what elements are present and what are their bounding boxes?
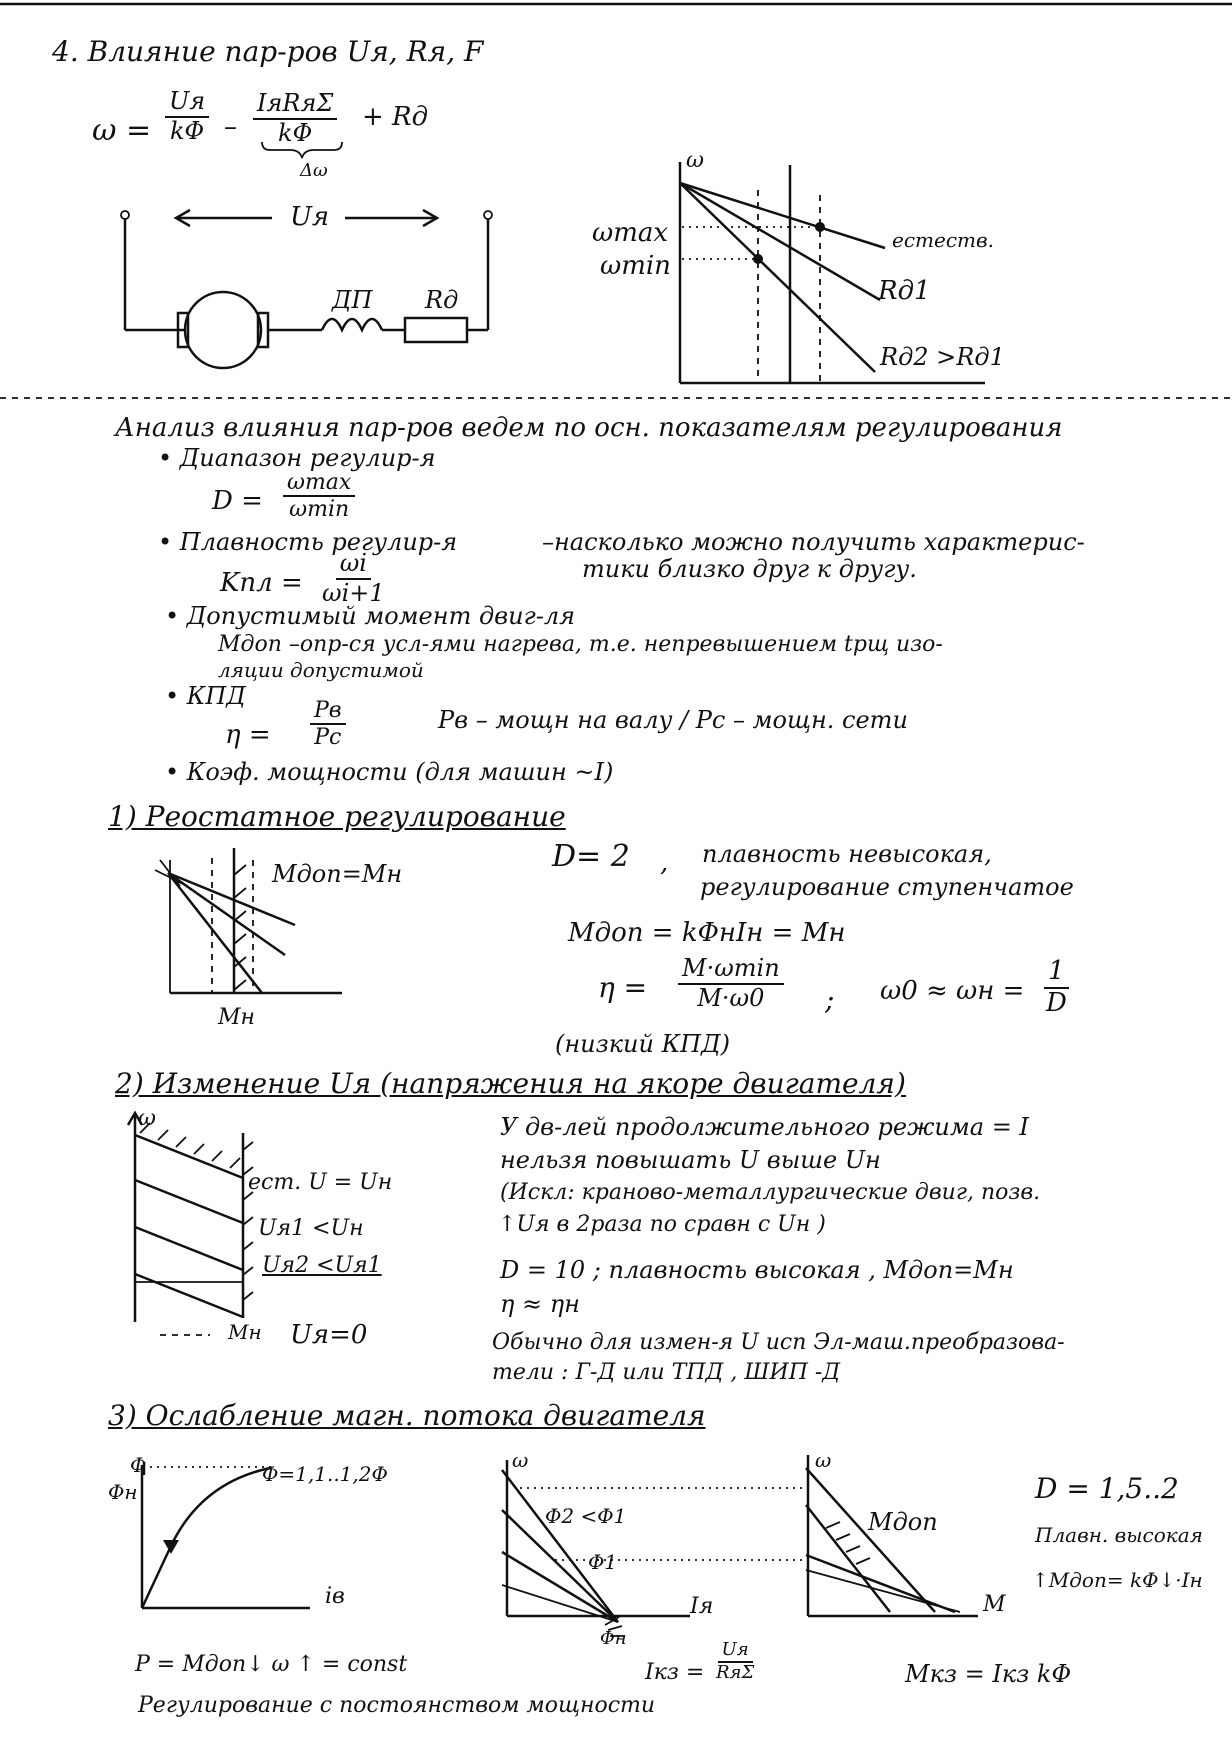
voltage-heading: 2) Изменение Uя (напряжения на якоре двигателя)	[115, 1067, 906, 1100]
bullet-smoothness: • Плавность регулир-я	[158, 528, 458, 556]
voltage-p1: У дв-лей продолжительного режима = I	[500, 1113, 1029, 1141]
bullet-power-factor: • Коэф. мощности (для машин ~I)	[165, 758, 614, 786]
rheostat-eta-fraction: M·ωmin M·ω0	[678, 955, 784, 1012]
rheostat-mn-label: Mн	[218, 1005, 256, 1030]
voltage-p8: тели : Г-Д или ТПД , ШИП -Д	[492, 1360, 841, 1385]
flux-g2-phi1: Φ1	[588, 1550, 618, 1574]
graph-wmax-label: ωmax	[592, 218, 669, 248]
circuit-dp-label: ДП	[332, 286, 373, 314]
range-fraction: ωmax ωmin	[283, 470, 355, 523]
flux-mkz: Mкз = Iкз kΦ	[905, 1660, 1072, 1688]
smoothness-desc-2: тики близко друг к другу.	[582, 555, 917, 583]
voltage-u2-label: Uя2 <Uя1	[262, 1253, 382, 1278]
flux-g2-x: Iя	[690, 1594, 714, 1619]
flux-g1-x: iв	[325, 1584, 345, 1609]
analysis-intro: Анализ влияния пар-ров ведем по осн. показателям регулирования	[115, 413, 1063, 443]
flux-power: P = Mдоп↓ ω ↑ = const	[135, 1652, 408, 1677]
voltage-u1-label: Uя1 <Uн	[258, 1216, 364, 1241]
efficiency-desc: Pв – мощн на валу / Pc – мощн. сети	[438, 706, 908, 734]
graph-natural-label: естеств.	[892, 228, 995, 252]
voltage-p4: ↑Uя в 2раза по сравн с Uн )	[498, 1212, 826, 1237]
circuit-voltage-label: Uя	[290, 202, 330, 232]
rheostat-stepped: регулирование ступенчатое	[700, 873, 1074, 901]
section4-heading: 4. Влияние пар-ров Uя, Rя, F	[52, 35, 484, 68]
bullet-range: • Диапазон регулир-я	[158, 444, 436, 472]
smoothness-desc-1: –насколько можно получить характерис-	[542, 528, 1085, 556]
voltage-p2: нельзя повышать U выше Uн	[500, 1146, 881, 1174]
flux-g1-phin: Φн	[108, 1480, 138, 1504]
flux-g2-phin: Φн	[600, 1628, 627, 1649]
voltage-natural-label: ест. U = Uн	[248, 1170, 393, 1195]
voltage-axis-omega: ω	[138, 1106, 156, 1131]
rheostat-low-eff: (низкий КПД)	[555, 1030, 730, 1058]
graph-rd2-label: Rд2 >Rд1	[880, 343, 1005, 371]
bullet-torque: • Допустимый момент двиг-ля	[165, 602, 576, 630]
flux-heading: 3) Ослабление магн. потока двигателя	[108, 1399, 706, 1432]
voltage-p5: D = 10 ; плавность высокая , Mдоп=Mн	[500, 1256, 1014, 1284]
flux-const-power: Регулирование с постоянством мощности	[138, 1693, 656, 1718]
rheostat-heading: 1) Реостатное регулирование	[108, 800, 566, 833]
voltage-p3: (Искл: кранoво-металлургические двиг, позв.	[500, 1180, 1041, 1205]
rheostat-mdop-eq: Mдоп = kΦнIн = Mн	[568, 918, 846, 948]
rheostat-w0: ω0 ≈ ωн =	[880, 976, 1025, 1006]
circuit-rd-label: Rд	[425, 286, 459, 314]
voltage-zero-label: Uя=0	[290, 1320, 368, 1350]
graph-wmin-label: ωmin	[600, 251, 671, 281]
flux-d-range: D = 1,5..2	[1035, 1472, 1179, 1505]
flux-g2-axis: ω	[512, 1448, 529, 1472]
flux-smoothness: Плавн. высокая	[1035, 1523, 1203, 1547]
voltage-p6: η ≈ ηн	[500, 1290, 580, 1318]
rheostat-w0-fraction: $\frac{1}{D}$	[1046, 956, 1067, 1018]
voltage-mn-label: Mн	[228, 1320, 262, 1344]
torque-desc-1: Mдоп –опр-ся усл-ями нагрева, т.е. непревышением tрщ изо-	[218, 632, 943, 657]
rheostat-smoothness: плавность невысокая,	[702, 840, 992, 868]
bullet-efficiency: • КПД	[165, 682, 246, 710]
flux-g1-axis: Φ	[130, 1453, 147, 1477]
rheostat-d-value: D= 2	[552, 839, 630, 874]
efficiency-fraction: Pв Pc	[310, 698, 346, 751]
rheostat-mdop-label: Mдоп=Mн	[272, 860, 403, 888]
flux-g3-axis: ω	[815, 1448, 832, 1472]
flux-g2-phi2: Φ2 <Φ1	[545, 1504, 627, 1528]
graph-axis-omega: ω	[686, 148, 704, 173]
flux-g1-label: Φ=1,1..1,2Φ	[262, 1462, 388, 1486]
torque-desc-2: ляции допустимой	[218, 658, 424, 682]
voltage-p7: Обычно для измен-я U исп Эл-маш.преобразова-	[492, 1330, 1065, 1355]
graph-rd1-label: Rд1	[878, 276, 931, 306]
flux-ikz-fraction: Uя RяΣ	[716, 1639, 755, 1683]
flux-g3-x: M	[983, 1592, 1006, 1617]
smoothness-fraction: $\frac{\omega i}{\omega i+1}$	[322, 549, 385, 607]
flux-g3-mdop: Mдоп	[868, 1508, 938, 1536]
flux-mdop: ↑Mдоп= kΦ↓·Iн	[1032, 1568, 1203, 1592]
